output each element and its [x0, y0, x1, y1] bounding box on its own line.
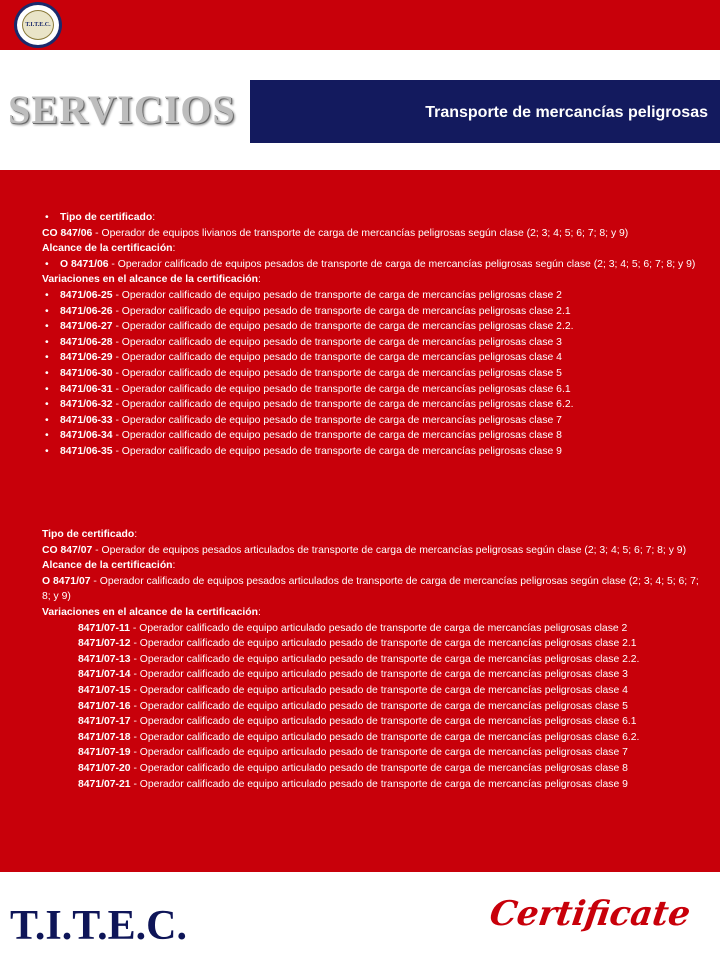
content-panel	[0, 170, 720, 872]
item-code: 8471/06-32	[60, 399, 113, 411]
list-item	[42, 304, 706, 320]
item-text: - Operador calificado de equipo articulado pesado de transporte de carga de mercancías peligrosas clase 8	[130, 762, 628, 774]
variaciones-list	[42, 621, 706, 793]
page-title: SERVICIOS	[8, 87, 236, 132]
list-item	[42, 699, 706, 715]
list-item	[42, 777, 706, 793]
alcance-text: - Operador calificado de equipos pesados articulados de transporte de carga de mercancías peligrosas según clase (2; 3; 4; 5; 6; 7; 8; y 9)	[42, 575, 699, 603]
item-code: 8471/07-21	[78, 778, 131, 790]
item-text: - Operador calificado de equipo articulado pesado de transporte de carga de mercancías peligrosas clase 6.2.	[130, 731, 640, 743]
tipo-label-row: Tipo de certificado:	[42, 529, 138, 540]
alcance-code: O 8471/06	[60, 258, 109, 270]
item-code: 8471/06-33	[60, 414, 113, 426]
item-text: - Operador calificado de equipo pesado de transporte de carga de mercancías peligrosas clase 6.2.	[112, 399, 574, 411]
list-item	[42, 397, 706, 413]
item-code: 8471/07-20	[78, 762, 131, 774]
page-subtitle: Transporte de mercancías peligrosas	[425, 104, 708, 121]
item-text: - Operador calificado de equipo articulado pesado de transporte de carga de mercancías peligrosas clase 4	[130, 684, 628, 696]
list-item	[42, 350, 706, 366]
top-band	[0, 0, 720, 50]
list-item	[42, 428, 706, 444]
tipo-row	[42, 226, 706, 242]
item-text: - Operador calificado de equipo pesado de transporte de carga de mercancías peligrosas clase 2.1	[112, 305, 571, 317]
item-text: - Operador calificado de equipo articulado pesado de transporte de carga de mercancías peligrosas clase 6.1	[130, 716, 637, 728]
item-code: 8471/06-25	[60, 289, 113, 301]
variaciones-label: Variaciones en el alcance de la certificación	[42, 606, 259, 618]
item-text: - Operador calificado de equipo pesado de transporte de carga de mercancías peligrosas clase 6.1	[112, 383, 571, 395]
item-text: - Operador calificado de equipo articulado pesado de transporte de carga de mercancías peligrosas clase 2.1	[130, 638, 637, 650]
list-item	[42, 636, 706, 652]
titec-seal-logo-icon	[14, 2, 62, 48]
list-item	[42, 745, 706, 761]
tipo-code: CO 847/06	[42, 227, 93, 239]
list-item	[42, 667, 706, 683]
variaciones-label-row: Variaciones en el alcance de la certificación:	[42, 274, 261, 286]
list-item	[42, 444, 706, 460]
alcance-row	[42, 257, 706, 273]
list-item	[42, 413, 706, 429]
tipo-label: Tipo de certificado	[42, 529, 135, 540]
list-item	[42, 714, 706, 730]
alcance-label-row: Alcance de la certificación:	[42, 560, 176, 572]
list-item	[42, 382, 706, 398]
footer	[0, 872, 720, 960]
tipo-label-row: • Tipo de certificado:	[42, 210, 706, 226]
item-text: - Operador calificado de equipo pesado de transporte de carga de mercancías peligrosas clase 9	[112, 445, 562, 457]
item-text: - Operador calificado de equipo pesado de transporte de carga de mercancías peligrosas clase 7	[112, 414, 562, 426]
tipo-code: CO 847/07	[42, 544, 93, 556]
item-code: 8471/06-29	[60, 352, 113, 364]
list-item	[42, 761, 706, 777]
item-text: - Operador calificado de equipo pesado de transporte de carga de mercancías peligrosas clase 4	[112, 352, 562, 364]
alcance-label: Alcance de la certificación	[42, 560, 173, 572]
item-text: - Operador calificado de equipo articulado pesado de transporte de carga de mercancías peligrosas clase 9	[130, 778, 628, 790]
item-code: 8471/07-13	[78, 653, 131, 665]
variaciones-list	[42, 288, 706, 460]
item-text: - Operador calificado de equipo articulado pesado de transporte de carga de mercancías peligrosas clase 5	[130, 700, 628, 712]
variaciones-label: Variaciones en el alcance de la certificación	[42, 274, 259, 286]
item-text: - Operador calificado de equipo articulado pesado de transporte de carga de mercancías peligrosas clase 7	[130, 747, 628, 759]
item-text: - Operador calificado de equipo pesado de transporte de carga de mercancías peligrosas clase 2.2.	[112, 321, 574, 333]
logo-text: T.I.T.E.C.	[22, 10, 54, 40]
item-code: 8471/07-15	[78, 684, 131, 696]
certificate-section-2	[42, 527, 706, 792]
item-text: - Operador calificado de equipo pesado de transporte de carga de mercancías peligrosas clase 2	[112, 289, 562, 301]
list-item	[42, 621, 706, 637]
certificate-section-1	[42, 210, 706, 460]
certificate-wordmark: Certificate	[487, 894, 693, 934]
tipo-text: - Operador de equipos livianos de transporte de carga de mercancías peligrosas según clase (2; 3; 4; 5; 6; 7; 8; y 9)	[92, 227, 629, 239]
item-code: 8471/07-14	[78, 669, 131, 681]
alcance-label-row: Alcance de la certificación:	[42, 243, 176, 255]
item-text: - Operador calificado de equipo articulado pesado de transporte de carga de mercancías peligrosas clase 2	[130, 622, 628, 634]
list-item	[42, 335, 706, 351]
alcance-row	[42, 574, 706, 605]
list-item	[42, 288, 706, 304]
tipo-text: - Operador de equipos pesados articulados de transporte de carga de mercancías peligrosas según clase (2; 3; 4; 5; 6; 7; 8; y 9)	[92, 544, 687, 556]
item-text: - Operador calificado de equipo articulado pesado de transporte de carga de mercancías peligrosas clase 3	[130, 669, 628, 681]
list-item	[42, 730, 706, 746]
list-item	[42, 683, 706, 699]
item-code: 8471/06-30	[60, 367, 113, 379]
item-code: 8471/06-34	[60, 430, 113, 442]
list-item	[42, 652, 706, 668]
item-code: 8471/07-17	[78, 716, 131, 728]
alcance-label: Alcance de la certificación	[42, 243, 173, 255]
item-code: 8471/07-11	[78, 622, 131, 634]
tipo-label: Tipo de certificado	[60, 212, 153, 223]
alcance-code: O 8471/07	[42, 575, 91, 587]
item-text: - Operador calificado de equipo pesado de transporte de carga de mercancías peligrosas clase 8	[112, 430, 562, 442]
list-item	[42, 366, 706, 382]
item-code: 8471/06-28	[60, 336, 113, 348]
item-code: 8471/07-19	[78, 747, 131, 759]
alcance-text: - Operador calificado de equipos pesados de transporte de carga de mercancías peligrosas según clase (2; 3; 4; 5; 6; 7; 8; y 9)	[108, 258, 696, 270]
subtitle-banner	[250, 80, 720, 143]
item-code: 8471/06-31	[60, 383, 113, 395]
variaciones-label-row: Variaciones en el alcance de la certificación:	[42, 606, 261, 618]
item-text: - Operador calificado de equipo articulado pesado de transporte de carga de mercancías peligrosas clase 2.2.	[130, 653, 640, 665]
tipo-row	[42, 543, 706, 559]
item-code: 8471/07-12	[78, 638, 131, 650]
item-text: - Operador calificado de equipo pesado de transporte de carga de mercancías peligrosas clase 3	[112, 336, 562, 348]
item-code: 8471/06-35	[60, 445, 113, 457]
list-item	[42, 319, 706, 335]
footer-brand: T.I.T.E.C.	[10, 903, 187, 949]
item-text: - Operador calificado de equipo pesado de transporte de carga de mercancías peligrosas clase 5	[112, 367, 562, 379]
item-code: 8471/06-27	[60, 321, 113, 333]
item-code: 8471/07-18	[78, 731, 131, 743]
item-code: 8471/07-16	[78, 700, 131, 712]
item-code: 8471/06-26	[60, 305, 113, 317]
